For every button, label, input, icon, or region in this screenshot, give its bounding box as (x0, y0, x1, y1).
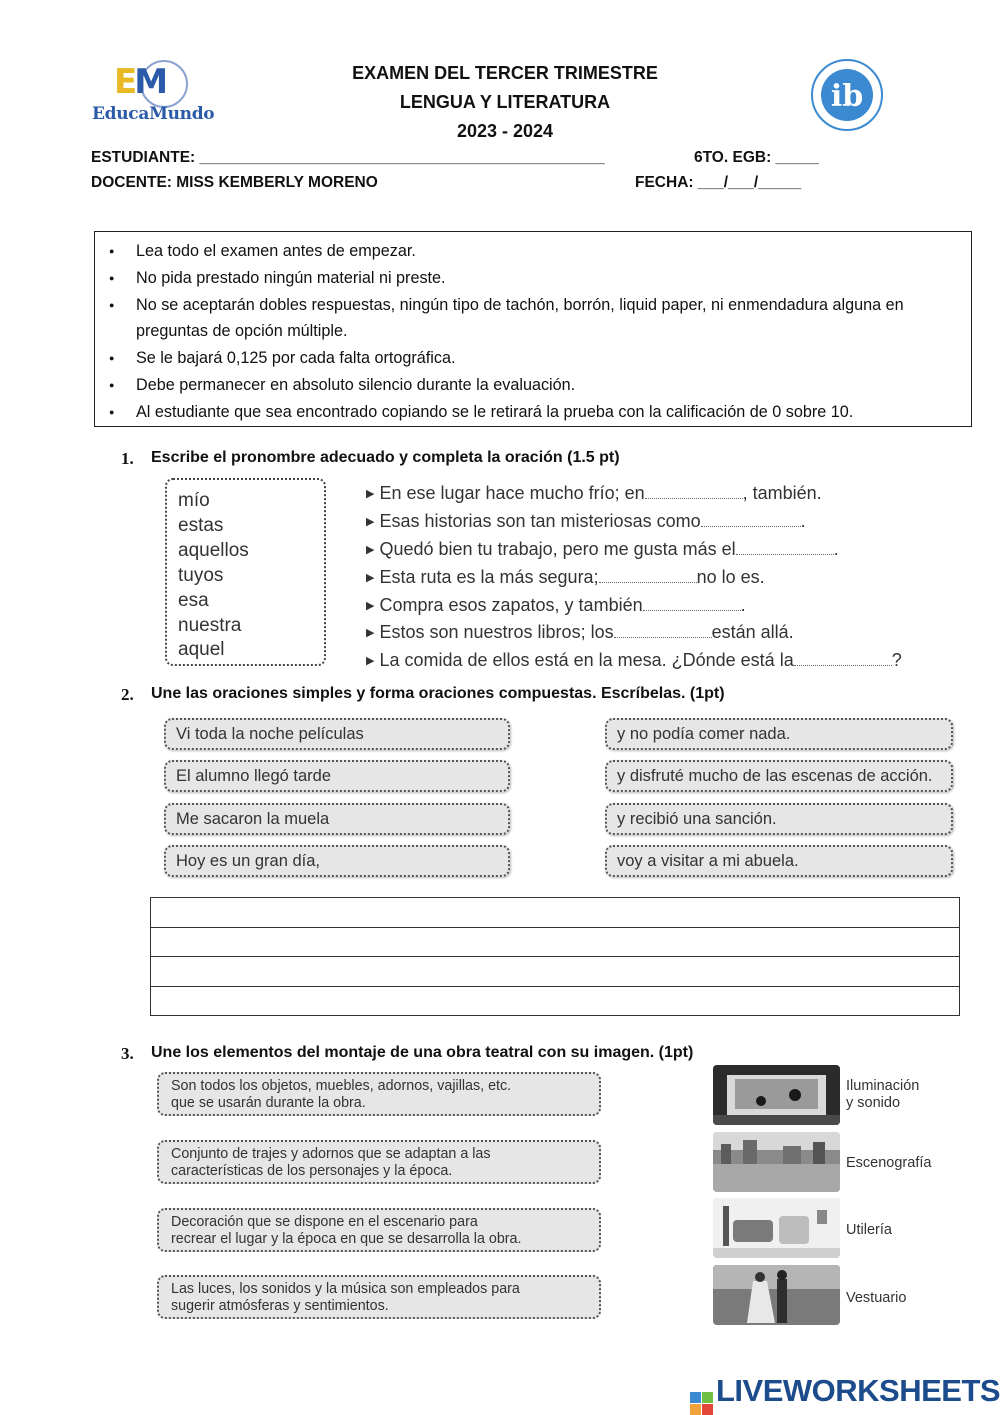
simple-sentence-right[interactable]: y no podía comer nada. (605, 718, 953, 750)
logo-mark: EM (114, 62, 166, 102)
q1-sentence: ▶ Esas historias son tan misteriosas como . (366, 511, 806, 531)
year-title: 2023 - 2024 (456, 121, 554, 141)
simple-sentence-left[interactable]: Vi toda la noche películas (164, 718, 510, 750)
stage-lighting-image[interactable] (713, 1065, 840, 1125)
q1-sentence: ▶ Esta ruta es la más segura; no lo es. (366, 567, 765, 587)
q1-number: 1. (121, 449, 134, 468)
blank-field[interactable] (645, 484, 743, 499)
blank-field[interactable] (614, 623, 712, 638)
definition-line: Las luces, los sonidos y la música son empleados para (171, 1281, 520, 1297)
logo-text: EducaMundo (92, 104, 215, 124)
definition-box[interactable] (157, 1072, 601, 1116)
definition-box[interactable] (157, 1275, 601, 1319)
simple-sentence-right[interactable]: voy a visitar a mi abuela. (605, 845, 953, 877)
arrow-icon: ▶ (366, 516, 375, 528)
liveworksheets-brand: LIVEWORKSHEETS (690, 1373, 1000, 1415)
definition-line: Son todos los objetos, muebles, adornos, vajillas, etc. (171, 1078, 512, 1094)
pronoun-word: nuestra (178, 614, 242, 636)
blank-field[interactable] (599, 568, 697, 583)
definition-line: Decoración que se dispone en el escenario para (171, 1214, 478, 1230)
q2-number: 2. (121, 685, 134, 704)
blank-field[interactable] (794, 651, 892, 666)
q1-sentence: ▶ En ese lugar hace mucho frío; en , también. (366, 483, 822, 503)
grade-field[interactable]: 6TO. EGB: _____ (694, 149, 819, 166)
q1-sentence: ▶ Quedó bien tu trabajo, pero me gusta más el . (366, 539, 839, 559)
arrow-icon: ▶ (366, 488, 375, 500)
simple-sentence-left[interactable]: Me sacaron la muela (164, 803, 510, 835)
answer-line[interactable] (151, 986, 960, 1016)
blank-field[interactable] (643, 596, 741, 611)
arrow-icon: ▶ (366, 655, 375, 667)
simple-sentence-left[interactable]: Hoy es un gran día, (164, 845, 510, 877)
q3-number: 3. (121, 1044, 134, 1063)
q3-heading: Une los elementos del montaje de una obra teatral con su imagen. (1pt) (151, 1044, 694, 1061)
pronoun-word: mío (178, 490, 210, 511)
definition-line: características de los personajes y la época. (171, 1163, 453, 1179)
rule-item: ● No se aceptarán dobles respuestas, ningún tipo de tachón, borrón, liquid paper, ni enmendadura alguna en preguntas de opción múltiple. (95, 292, 971, 346)
arrow-icon: ▶ (366, 600, 375, 612)
definition-line: Conjunto de trajes y adornos que se adaptan a las (171, 1146, 491, 1162)
scenery-image[interactable] (713, 1132, 840, 1192)
pronoun-word: tuyos (178, 564, 224, 586)
q2-heading: Une las oraciones simples y forma oraciones compuestas. Escríbelas. (1pt) (151, 685, 725, 702)
props-furniture-image[interactable] (713, 1198, 840, 1258)
rule-item: ● Al estudiante que sea encontrado copiando se le retirará la prueba con la calificación de 0 sobre 10. (95, 399, 971, 426)
q1-sentence: ▶ La comida de ellos está en la mesa. ¿Dónde está la ? (366, 650, 902, 670)
image-label: Utilería (846, 1222, 892, 1238)
pronoun-word: esa (178, 589, 209, 611)
image-label: Escenografía (846, 1155, 932, 1171)
rule-item: ● Debe permanecer en absoluto silencio durante la evaluación. (95, 372, 971, 399)
subject-title: LENGUA Y LITERATURA (399, 92, 611, 112)
image-label: Iluminación y sonido (846, 1078, 920, 1111)
rule-item: ● No pida prestado ningún material ni preste. (95, 265, 971, 292)
answer-line[interactable] (151, 898, 960, 928)
arrow-icon: ▶ (366, 627, 375, 639)
pronoun-word-box (165, 478, 326, 666)
arrow-icon: ▶ (366, 572, 375, 584)
exam-title: EXAMEN DEL TERCER TRIMESTRE (352, 63, 658, 83)
rule-item: ● Se le bajará 0,125 por cada falta ortográfica. (95, 345, 971, 372)
blank-field[interactable] (701, 512, 801, 527)
q1-heading: Escribe el pronombre adecuado y completa la oración (1.5 pt) (151, 449, 620, 466)
liveworksheets-icon (690, 1392, 713, 1415)
svg-text:ib: ib (830, 79, 864, 114)
date-field[interactable]: FECHA: ___/___/_____ (635, 174, 802, 191)
costume-image[interactable] (713, 1265, 840, 1325)
definition-box[interactable] (157, 1208, 601, 1252)
blank-field[interactable] (736, 540, 834, 555)
student-field[interactable]: ESTUDIANTE: _______________________________________________ (91, 149, 605, 166)
answer-line[interactable] (151, 957, 960, 987)
educamundo-logo (88, 60, 218, 130)
definition-line: que se usarán durante la obra. (171, 1095, 366, 1111)
pronoun-word: aquel (178, 639, 225, 661)
definition-line: sugerir atmósferas y sentimientos. (171, 1298, 389, 1314)
q1-sentence: ▶ Estos son nuestros libros; los están allá. (366, 622, 794, 642)
definition-box[interactable] (157, 1140, 601, 1184)
simple-sentence-right[interactable]: y disfruté mucho de las escenas de acción. (605, 760, 953, 792)
rules-box (94, 231, 972, 427)
q1-sentence: ▶ Compra esos zapatos, y también . (366, 595, 746, 615)
pronoun-word: aquellos (178, 539, 249, 561)
ib-logo-icon (810, 58, 884, 132)
pronoun-word: estas (178, 514, 224, 536)
arrow-icon: ▶ (366, 544, 375, 556)
teacher-label: DOCENTE: MISS KEMBERLY MORENO (91, 174, 378, 191)
simple-sentence-right[interactable]: y recibió una sanción. (605, 803, 953, 835)
definition-line: recrear el lugar y la época en que se desarrolla la obra. (171, 1231, 522, 1247)
image-label: Vestuario (846, 1290, 907, 1306)
answer-table (150, 897, 960, 1016)
rule-item: ● Lea todo el examen antes de empezar. (95, 238, 971, 265)
answer-line[interactable] (151, 927, 960, 957)
simple-sentence-left[interactable]: El alumno llegó tarde (164, 760, 510, 792)
